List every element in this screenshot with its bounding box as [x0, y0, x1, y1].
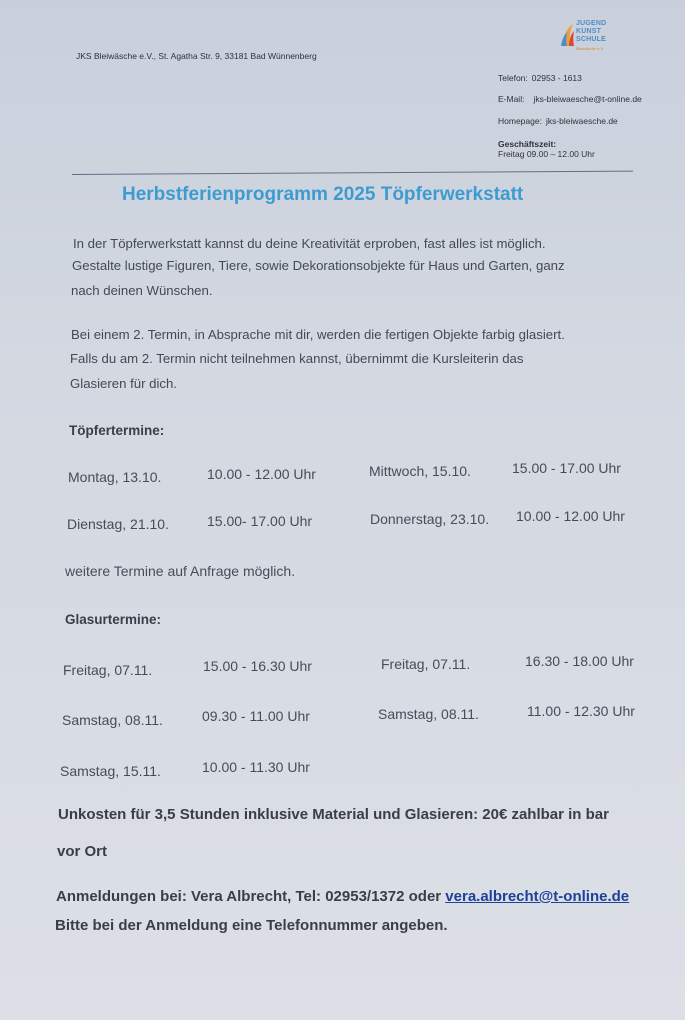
contact-email: [498, 94, 642, 104]
pottery-more-note: weitere Termine auf Anfrage möglich.: [65, 563, 296, 579]
hours-label: Geschäftszeit:: [498, 139, 557, 149]
pottery-time-3: 15.00- 17.00 Uhr: [207, 513, 313, 529]
glazing-time-4: 11.00 - 12.30 Uhr: [527, 703, 635, 719]
costs-line-1: Unkosten für 3,5 Stunden inklusive Material und Glasieren: 20€ zahlbar in bar: [58, 806, 609, 823]
registration-prefix: Anmeldungen bei: Vera Albrecht, Tel: 02953/1372 oder: [56, 888, 446, 905]
logo-line-1: JUGEND: [576, 20, 607, 27]
phone-label: Telefon:: [498, 73, 528, 83]
logo-mark-icon: [561, 22, 575, 48]
costs-line-2: vor Ort: [57, 843, 108, 860]
pottery-time-2: 15.00 - 17.00 Uhr: [512, 460, 621, 476]
sender-address: JKS Bleiwäsche e.V., St. Agatha Str. 9, 33181 Bad Wünnenberg: [76, 51, 317, 61]
glazing-date-5: Samstag, 15.11.: [60, 763, 161, 779]
glazing-time-3: 09.30 - 11.00 Uhr: [202, 708, 310, 724]
contact-phone: [498, 73, 582, 83]
glazing-date-1: Freitag, 07.11.: [63, 662, 153, 678]
glazing-date-3: Samstag, 08.11.: [62, 712, 163, 728]
phone-value: 02953 - 1613: [531, 73, 582, 83]
homepage-value[interactable]: jks-bleiwaesche.de: [545, 116, 618, 126]
email-value[interactable]: jks-bleiwaesche@t-online.de: [533, 94, 642, 104]
email-label: E-Mail:: [498, 94, 525, 104]
contact-homepage: [498, 116, 618, 126]
pottery-date-3: Dienstag, 21.10.: [67, 516, 169, 532]
glazing-date-2: Freitag, 07.11.: [381, 656, 471, 672]
glazing-time-5: 10.00 - 11.30 Uhr: [202, 759, 310, 775]
pottery-time-4: 10.00 - 12.00 Uhr: [516, 508, 625, 524]
intro-line-1: In der Töpferwerkstatt kannst du deine Kreativität erproben, fast alles ist möglich.: [73, 236, 546, 251]
registration-note: Bitte bei der Anmeldung eine Telefonnummer angeben.: [55, 917, 448, 934]
registration-email-link[interactable]: vera.albrecht@t-online.de: [445, 888, 630, 905]
logo-line-2: KUNST: [576, 28, 602, 35]
page-title: Herbstferienprogramm 2025 Töpferwerkstatt: [122, 184, 524, 205]
glaze-line-1: Bei einem 2. Termin, in Absprache mit dir, werden die fertigen Objekte farbig glasiert.: [71, 327, 565, 342]
logo-text: [576, 20, 606, 44]
intro-line-3: nach deinen Wünschen.: [71, 283, 213, 298]
logo-line-3: SCHULE: [576, 36, 606, 43]
hours-value: Freitag 09.00 – 12.00 Uhr: [498, 149, 595, 159]
homepage-label: Homepage:: [498, 116, 542, 126]
glazing-time-2: 16.30 - 18.00 Uhr: [525, 653, 634, 669]
pottery-date-2: Mittwoch, 15.10.: [369, 463, 471, 479]
logo-subtitle: Bleiwäsche e.V.: [576, 46, 605, 51]
pottery-heading: Töpfertermine:: [69, 423, 165, 438]
pottery-date-1: Montag, 13.10.: [68, 469, 162, 485]
registration-line: [56, 888, 629, 905]
pottery-time-1: 10.00 - 12.00 Uhr: [207, 466, 316, 482]
glaze-line-3: Glasieren für dich.: [70, 376, 178, 391]
jks-logo: [561, 20, 621, 54]
header-divider: [72, 171, 633, 175]
glaze-line-2: Falls du am 2. Termin nicht teilnehmen kannst, übernimmt die Kursleiterin das: [70, 351, 524, 366]
intro-line-2: Gestalte lustige Figuren, Tiere, sowie Dekorationsobjekte für Haus und Garten, ganz: [72, 258, 565, 273]
glazing-heading: Glasurtermine:: [65, 612, 162, 627]
glazing-date-4: Samstag, 08.11.: [378, 706, 479, 722]
pottery-date-4: Donnerstag, 23.10.: [370, 511, 490, 527]
glazing-time-1: 15.00 - 16.30 Uhr: [203, 658, 312, 674]
